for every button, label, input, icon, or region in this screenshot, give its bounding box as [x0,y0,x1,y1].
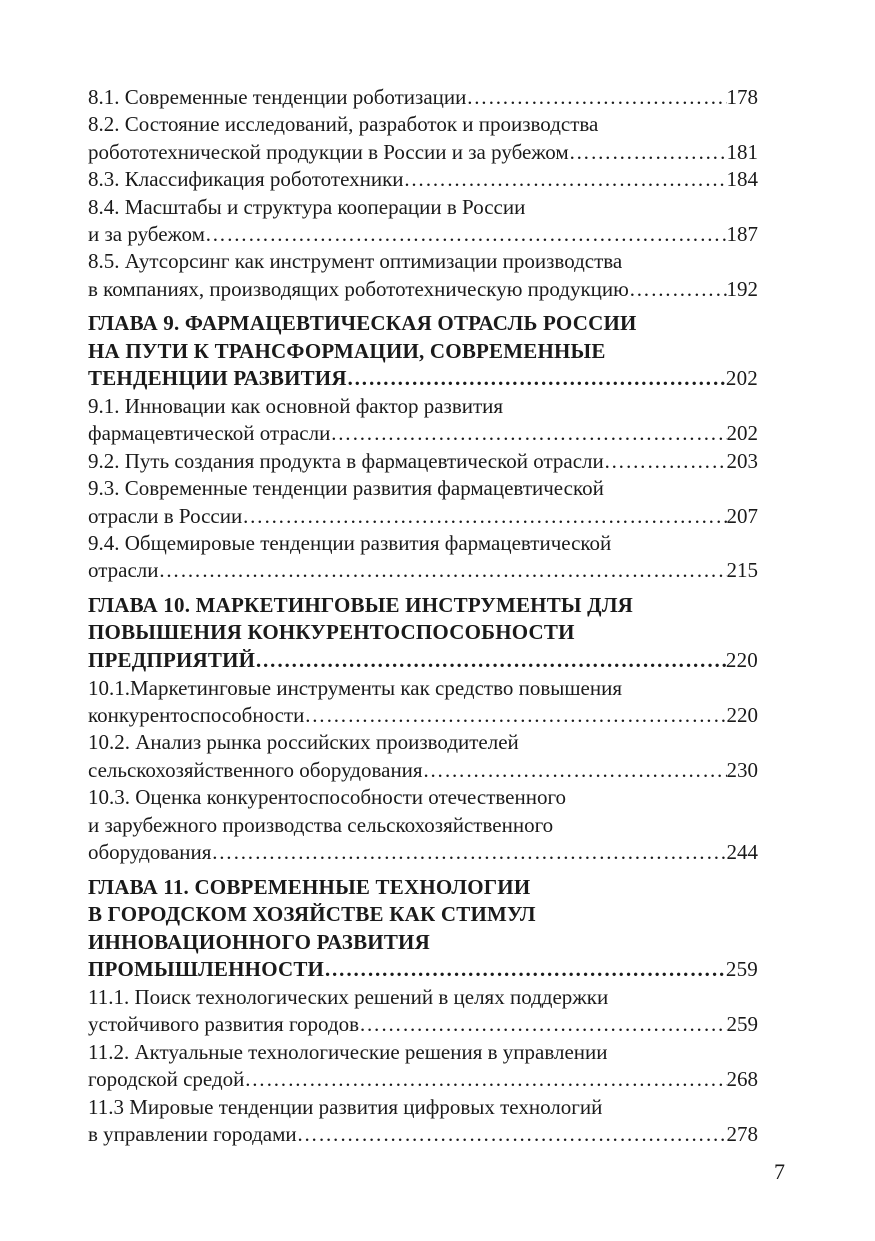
toc-line [88,503,758,530]
dot-leader [324,956,726,984]
dot-leader [211,839,726,866]
toc-line [88,812,758,839]
toc-line [88,530,758,557]
dot-leader [569,139,727,166]
toc-section [88,475,758,530]
dot-leader [423,757,727,784]
toc-line [88,221,758,248]
toc-line [88,956,758,984]
toc-entry-title: в управлении городами [88,1121,297,1146]
toc-section [88,111,758,166]
toc-section [88,393,758,448]
toc-line [88,448,758,475]
toc-section [88,194,758,249]
toc-line [88,365,758,393]
toc-entry-title: ПРОМЫШЛЕННОСТИ [88,957,325,982]
toc-entry-title: в компаниях, производящих робототехническую продукцию [88,276,629,301]
toc-entry-title: 11.1. Поиск технологических решений в целях поддержки [88,984,609,1009]
toc-entry-title: 11.3 Мировые тенденции развития цифровых технологий [88,1094,603,1119]
dot-leader [159,557,727,584]
toc-page-number: 259 [725,957,758,982]
toc-entry-title: ПРЕДПРИЯТИЙ [88,648,256,673]
toc-line [88,420,758,447]
toc-entry-title: ТЕНДЕНЦИИ РАЗВИТИЯ [88,366,347,391]
toc-line [88,757,758,784]
toc-entry-title: оборудования [88,840,212,865]
toc-line [88,874,758,902]
toc-entry-title: 10.2. Анализ рынка российских производителей [88,730,519,755]
page-number: 7 [774,1159,785,1184]
toc-page-number: 220 [726,703,758,728]
toc-line [88,557,758,584]
toc-line [88,111,758,138]
toc-entry-title: 9.3. Современные тенденции развития фармацевтической [88,476,604,501]
toc-entry-title: 8.2. Состояние исследований, разработок и производства [88,112,599,137]
toc-line [88,702,758,729]
toc-line [88,338,758,366]
toc-chapter [88,592,758,675]
toc-entry-title: 10.1.Маркетинговые инструменты как средство повышения [88,675,623,700]
toc-entry-title: 9.2. Путь создания продукта в фармацевтической отрасли [88,448,604,473]
toc-entry-title: городской средой [88,1067,245,1092]
toc-page-number: 207 [726,503,758,528]
toc-section [88,984,758,1039]
dot-leader [242,503,726,530]
toc-line [88,619,758,647]
toc-entry-title: 8.1. Современные тенденции роботизации [88,85,467,109]
toc-line [88,729,758,756]
toc-entry-title: 11.2. Актуальные технологические решения в управлении [88,1039,608,1064]
toc-chapter [88,874,758,984]
toc-line [88,139,758,166]
toc-page-number: 202 [725,366,758,391]
toc-entry-title: и за рубежом [88,222,205,247]
toc-line [88,1039,758,1066]
toc-section [88,784,758,866]
toc-entry-title: отрасли [88,558,159,583]
toc-page-number: 187 [726,222,758,247]
dot-leader [255,647,726,675]
toc-section [88,1094,758,1149]
toc-line [88,1121,758,1148]
toc-entry-title: сельскохозяйственного оборудования [88,757,423,782]
toc-entry-title: 8.5. Аутсорсинг как инструмент оптимизации производства [88,249,623,274]
toc-entry-title: ГЛАВА 11. СОВРЕМЕННЫЕ ТЕХНОЛОГИИ [88,874,531,899]
toc-entry-title: устойчивого развития городов [88,1012,360,1037]
toc-page-number: 230 [726,757,758,782]
toc-page-number: 192 [726,276,758,301]
dot-leader [205,221,727,248]
toc-line [88,1066,758,1093]
toc-entry-title: 8.4. Масштабы и структура кооперации в России [88,194,526,219]
toc-line [88,1094,758,1121]
toc-line [88,592,758,620]
toc-entry-title: ГЛАВА 10. МАРКЕТИНГОВЫЕ ИНСТРУМЕНТЫ ДЛЯ [88,592,634,617]
toc-section [88,1039,758,1094]
toc-line [88,310,758,338]
toc-entry-title: фармацевтической отрасли [88,421,331,446]
toc-line [88,1011,758,1038]
toc-chapter [88,310,758,393]
toc-entry-title: 9.1. Инновации как основной фактор развития [88,394,504,419]
table-of-contents [88,84,758,1148]
toc-page-number: 268 [726,1067,758,1092]
toc-section [88,729,758,784]
toc-line [88,475,758,502]
dot-leader [297,1121,727,1148]
toc-section [88,530,758,585]
toc-line [88,901,758,929]
toc-line [88,929,758,957]
toc-section [88,448,758,475]
dot-leader [347,365,726,393]
toc-line [88,84,758,111]
dot-leader [330,420,726,447]
toc-line [88,393,758,420]
toc-page-number: 202 [726,421,758,446]
toc-entry-title: ИННОВАЦИОННОГО РАЗВИТИЯ [88,929,430,954]
toc-page-number: 178 [726,85,758,109]
toc-line [88,276,758,303]
toc-page-number: 220 [725,648,758,673]
toc-line [88,166,758,193]
toc-section [88,248,758,303]
toc-entry-title: 8.3. Классификация робототехники [88,167,404,192]
toc-page-number: 184 [726,167,758,192]
toc-entry-title: 9.4. Общемировые тенденции развития фармацевтической [88,531,612,556]
toc-entry-title: робототехнической продукции в России и за рубежом [88,139,569,164]
toc-line [88,839,758,866]
toc-page-number: 181 [726,139,758,164]
toc-entry-title: 10.3. Оценка конкурентоспособности отечественного [88,785,567,810]
dot-leader [404,166,727,193]
toc-line [88,194,758,221]
toc-section [88,675,758,730]
dot-leader [359,1011,726,1038]
dot-leader [629,276,727,303]
toc-line [88,248,758,275]
dot-leader [604,448,727,475]
dot-leader [466,84,726,111]
toc-entry-title: В ГОРОДСКОМ ХОЗЯЙСТВЕ КАК СТИМУЛ [88,902,536,927]
toc-entry-title: конкурентоспособности [88,703,305,728]
toc-section [88,84,758,111]
toc-line [88,675,758,702]
toc-entry-title: НА ПУТИ К ТРАНСФОРМАЦИИ, СОВРЕМЕННЫЕ [88,338,606,363]
toc-line [88,984,758,1011]
toc-entry-title: отрасли в России [88,503,243,528]
toc-page-number: 215 [726,558,758,583]
dot-leader [304,702,726,729]
toc-page-number: 278 [726,1121,758,1146]
toc-line [88,784,758,811]
toc-page-number: 203 [726,448,758,473]
toc-entry-title: и зарубежного производства сельскохозяйственного [88,812,554,837]
toc-section [88,166,758,193]
toc-entry-title: ПОВЫШЕНИЯ КОНКУРЕНТОСПОСОБНОСТИ [88,620,575,645]
toc-page-number: 244 [726,840,758,865]
toc-line [88,647,758,675]
toc-page-number: 259 [726,1012,758,1037]
toc-entry-title: ГЛАВА 9. ФАРМАЦЕВТИЧЕСКАЯ ОТРАСЛЬ РОССИИ [88,311,637,336]
dot-leader [244,1066,726,1093]
